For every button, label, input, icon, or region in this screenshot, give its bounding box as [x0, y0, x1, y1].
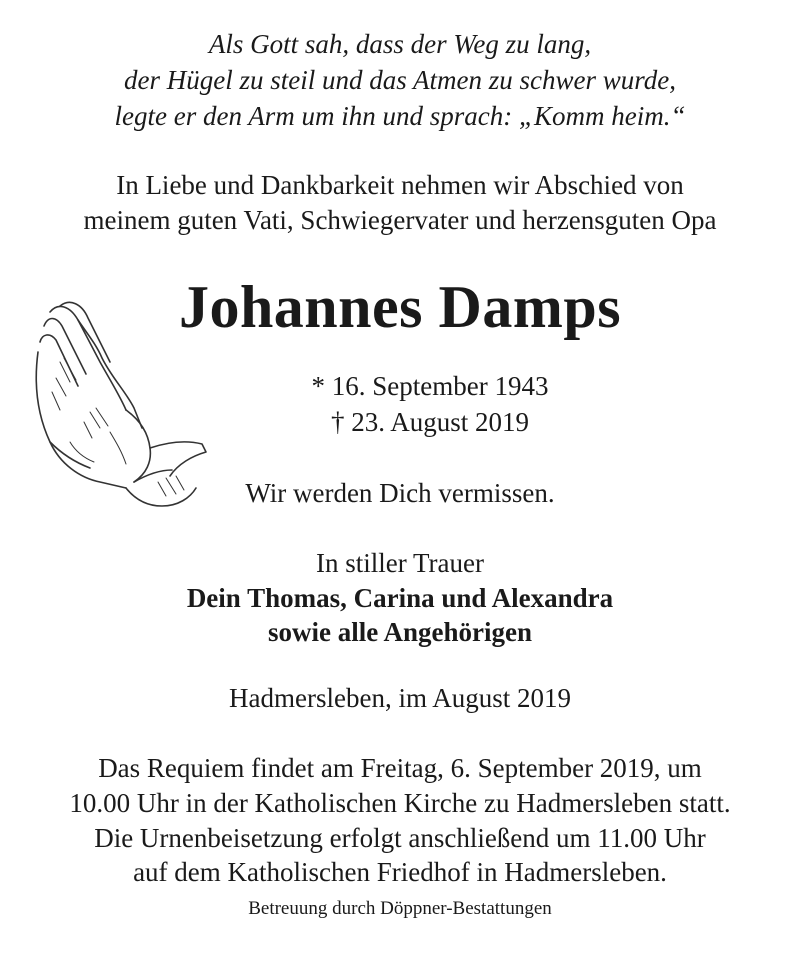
service-line-1: Das Requiem findet am Freitag, 6. September 2019, um [98, 753, 702, 783]
poem-line-2: der Hügel zu steil und das Atmen zu schwer wurde, [124, 65, 676, 95]
intro-line-2: meinem guten Vati, Schwiegervater und herzensguten Opa [83, 205, 717, 235]
mourners-heading: In stiller Trauer [316, 548, 484, 578]
mourners-line-2: sowie alle Angehörigen [268, 617, 532, 647]
poem-line-3: legte er den Arm um ihn und sprach: „Komm heim.“ [114, 101, 686, 131]
birth-date: * 16. September 1943 [311, 371, 549, 401]
deceased-name: Johannes Damps [178, 274, 622, 340]
intro-line-1: In Liebe und Dankbarkeit nehmen wir Abschied von [116, 170, 684, 200]
farewell-text: Wir werden Dich vermissen. [245, 478, 555, 508]
funeral-home-credit: Betreuung durch Döppner-Bestattungen [248, 898, 552, 919]
poem-line-1: Als Gott sah, dass der Weg zu lang, [208, 29, 592, 59]
service-line-4: auf dem Katholischen Friedhof in Hadmersleben. [133, 857, 667, 887]
mourners-line-1: Dein Thomas, Carina und Alexandra [186, 583, 614, 613]
service-line-2: 10.00 Uhr in der Katholischen Kirche zu Hadmersleben statt. [69, 788, 731, 818]
service-line-3: Die Urnenbeisetzung erfolgt anschließend um 11.00 Uhr [94, 823, 706, 853]
place-and-date: Hadmersleben, im August 2019 [229, 683, 571, 713]
death-date: † 23. August 2019 [330, 407, 530, 437]
